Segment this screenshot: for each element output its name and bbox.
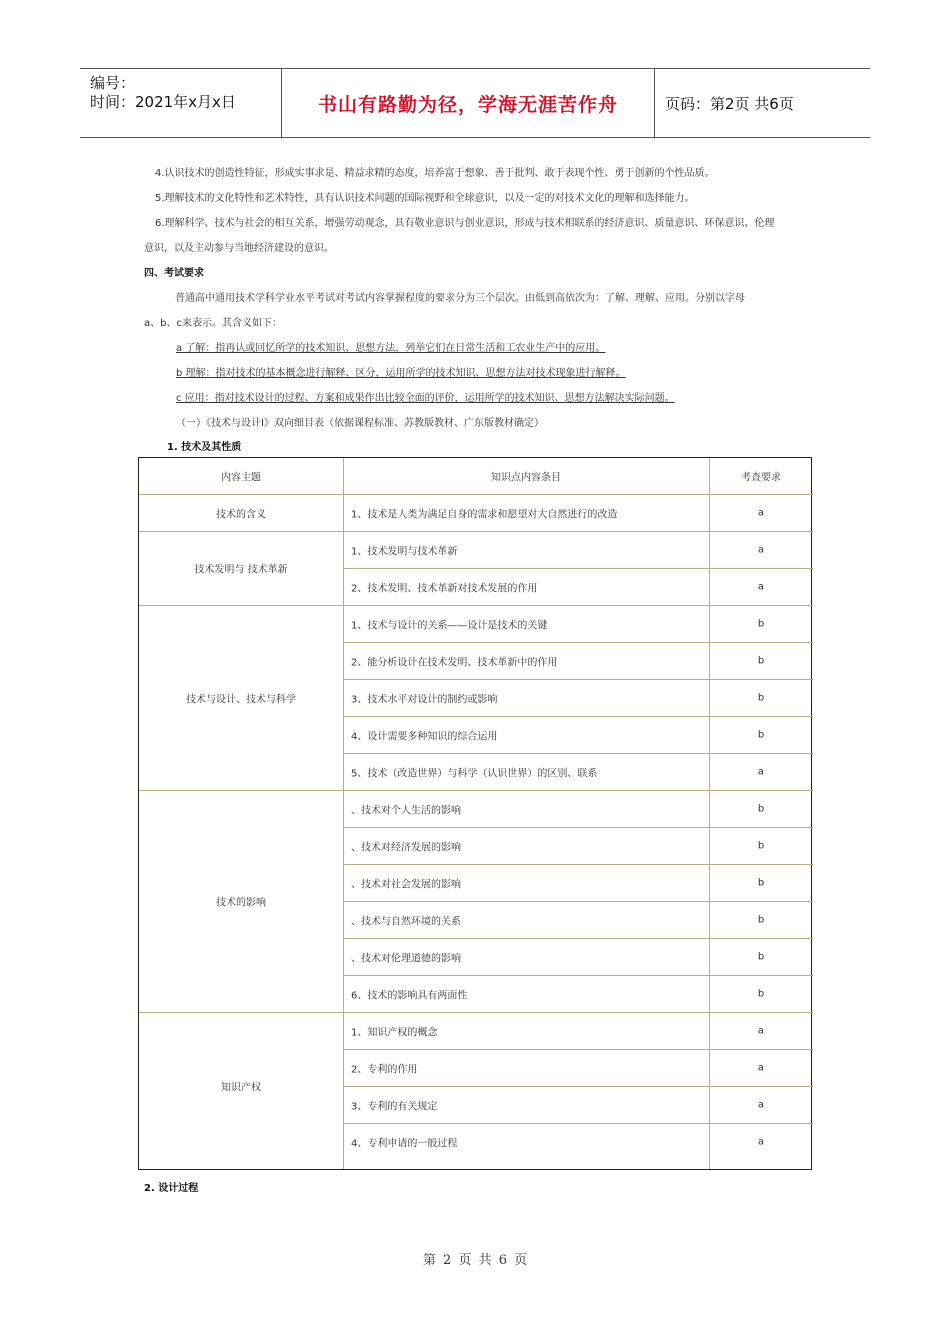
row-divider: [343, 938, 813, 939]
exam-intro-a: 普通高中通用技术学科学业水平考试对考试内容掌握程度的要求分为三个层次。由低到高依次为：了解、理解、应用。分别以字母: [175, 293, 745, 304]
topic-cell: 技术与设计、技术与科学: [186, 694, 296, 705]
knowledge-item: 4、专利申请的一般过程: [351, 1138, 458, 1149]
header-motto-cell: [281, 69, 655, 137]
paragraph-6a: 6.理解科学、技术与社会的相互关系，增强劳动观念，具有敬业意识与创业意识，形成与技术相联系的经济意识、质量意识、环保意识、伦理: [155, 218, 775, 229]
topic-cell: 知识产权: [221, 1082, 261, 1094]
row-divider: [343, 864, 813, 865]
knowledge-item: 、技术对个人生活的影响: [351, 805, 461, 816]
knowledge-item: 、技术对社会发展的影响: [351, 879, 461, 890]
row-divider: [343, 975, 813, 976]
requirement-level: a: [757, 544, 765, 555]
specification-table: [138, 457, 812, 1170]
requirement-level: b: [757, 840, 765, 851]
definition-c: c 应用：指对技术设计的过程、方案和成果作出比较全面的评价，运用所学的技术知识、思想方法解决实际问题。: [176, 393, 675, 404]
requirement-level: b: [757, 655, 765, 666]
exam-intro-b: a、b、c来表示。其含义如下：: [144, 318, 282, 329]
row-divider: [343, 901, 813, 902]
motto-text: 书山有路勤为径，学海无涯苦作舟: [317, 93, 618, 116]
header-knowledge-item: 知识点内容条目: [491, 472, 561, 484]
header-meta: [80, 69, 280, 137]
group-divider: [139, 605, 813, 606]
knowledge-item: 1、技术是人类为满足自身的需求和愿望对大自然进行的改造: [351, 509, 618, 520]
definition-b: b 理解：指对技术的基本概念进行解释、区分，运用所学的技术知识、思想方法对技术现象进行解释。: [176, 368, 626, 379]
knowledge-item: 5、技术（改造世界）与科学（认识世界）的区别、联系: [351, 768, 598, 779]
knowledge-item: 、技术对伦理道德的影响: [351, 953, 461, 964]
row-divider: [343, 568, 813, 569]
group-divider: [139, 531, 813, 532]
topic-cell: 技术的含义: [216, 509, 266, 520]
subheading-technology-nature: 1. 技术及其性质: [167, 442, 242, 453]
definition-a: a 了解：指再认或回忆所学的技术知识、思想方法，列举它们在日常生活和工农业生产中的应用。: [176, 343, 606, 354]
group-divider: [139, 790, 813, 791]
knowledge-item: 1、知识产权的概念: [351, 1027, 438, 1038]
requirement-level: b: [757, 803, 765, 814]
header-requirement: 考查要求: [741, 472, 781, 484]
row-divider: [343, 716, 813, 717]
row-divider: [343, 679, 813, 680]
group-divider: [139, 1012, 813, 1013]
requirement-level: a: [757, 1099, 765, 1110]
row-divider: [343, 1123, 813, 1124]
subheading-design-process: 2. 设计过程: [144, 1183, 199, 1194]
requirement-level: b: [757, 692, 765, 703]
knowledge-item: 3、技术水平对设计的制约或影响: [351, 694, 498, 705]
page-info: 页码：第2页 共6页: [665, 94, 794, 113]
paragraph-4: 4.认识技术的创造性特征，形成实事求是、精益求精的态度，培养富于想象、善于批判、敢于表现个性、勇于创新的个性品质。: [155, 168, 715, 179]
row-divider: [343, 1086, 813, 1087]
requirement-level: b: [757, 877, 765, 888]
header-page-cell: [655, 69, 870, 137]
knowledge-item: 1、技术与设计的关系——设计是技术的关键: [351, 620, 548, 631]
requirement-level: a: [757, 1136, 765, 1147]
requirement-level: b: [757, 988, 765, 999]
requirement-level: a: [757, 1025, 765, 1036]
requirement-level: b: [757, 618, 765, 629]
row-divider: [343, 753, 813, 754]
header-topic: 内容主题: [221, 472, 261, 484]
requirement-level: a: [757, 581, 765, 592]
knowledge-item: 1、技术发明与技术革新: [351, 546, 458, 557]
topic-cell: 技术发明与 技术革新: [194, 564, 288, 576]
document-header: [80, 68, 870, 138]
knowledge-item: 2、能分析设计在技术发明、技术革新中的作用: [351, 657, 558, 668]
requirement-level: a: [757, 766, 765, 777]
knowledge-item: 2、技术发明、技术革新对技术发展的作用: [351, 583, 538, 594]
knowledge-item: 、技术与自然环境的关系: [351, 916, 461, 927]
topic-cell: 技术的影响: [216, 897, 266, 909]
paragraph-6b: 意识，以及主动参与当地经济建设的意识。: [144, 243, 334, 254]
knowledge-item: 6、技术的影响具有两面性: [351, 990, 468, 1001]
table-caption: （一）《技术与设计Ⅰ》双向细目表（依据课程标准、苏教版教材、广东版教材确定）: [176, 418, 544, 429]
requirement-level: a: [757, 507, 765, 518]
requirement-level: b: [757, 729, 765, 740]
page-footer: 第 2 页 共 6 页: [422, 1253, 528, 1268]
row-divider: [139, 494, 813, 495]
row-divider: [343, 827, 813, 828]
requirement-level: b: [757, 914, 765, 925]
number-label: 编号：: [90, 74, 136, 92]
knowledge-item: 2、专利的作用: [351, 1064, 418, 1075]
section-heading-exam: 四、考试要求: [144, 268, 204, 279]
row-divider: [343, 642, 813, 643]
knowledge-item: 、技术对经济发展的影响: [351, 842, 461, 853]
column-divider: [709, 458, 710, 1169]
requirement-level: a: [757, 1062, 765, 1073]
paragraph-5: 5.理解技术的文化特性和艺术特性，具有认识技术问题的国际视野和全球意识，以及一定的对技术文化的理解和选择能力。: [155, 193, 695, 204]
time-label: 时间：2021年x月x日: [90, 93, 236, 111]
column-divider: [343, 458, 344, 1169]
requirement-level: b: [757, 951, 765, 962]
knowledge-item: 3、专利的有关规定: [351, 1101, 438, 1112]
knowledge-item: 4、设计需要多种知识的综合运用: [351, 731, 498, 742]
row-divider: [343, 1049, 813, 1050]
